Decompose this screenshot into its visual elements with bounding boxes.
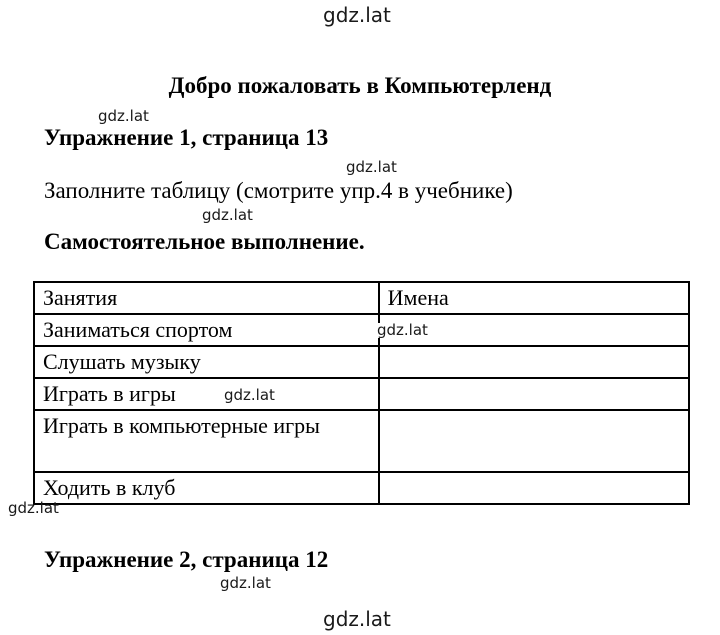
table-row (34, 378, 689, 410)
names-cell (379, 472, 689, 504)
header-activities: Занятия (34, 282, 379, 314)
names-cell (379, 410, 689, 472)
watermark-bottom: gdz.lat (323, 607, 391, 631)
table-row (34, 472, 689, 504)
watermark-after-exercise1: gdz.lat (346, 158, 397, 176)
watermark-top: gdz.lat (323, 3, 391, 27)
table-row (34, 410, 689, 472)
instruction-text: Заполните таблицу (смотрите упр.4 в учебнике) (44, 178, 513, 203)
watermark-under-table: gdz.lat (8, 499, 59, 517)
watermark-in-table-names: gdz.lat (377, 321, 428, 339)
activity-cell: Играть в компьютерные игры (34, 410, 379, 472)
table-row (34, 346, 689, 378)
activity-cell: Ходить в клуб (34, 472, 379, 504)
watermark-under-exercise2: gdz.lat (220, 574, 271, 592)
self-work-heading: Самостоятельное выполнение. (44, 229, 365, 254)
watermark-under-title: gdz.lat (98, 107, 149, 125)
activity-cell: Заниматься спортом (34, 314, 379, 346)
header-names: Имена (379, 282, 689, 314)
exercise2-heading: Упражнение 2, страница 12 (44, 547, 329, 572)
watermark-in-table-games: gdz.lat (224, 386, 275, 404)
watermark-after-instruction: gdz.lat (202, 206, 253, 224)
page-title: Добро пожаловать в Компьютерленд (168, 73, 552, 98)
activity-cell: Играть в игры (34, 378, 379, 410)
table-row (34, 314, 689, 346)
table-header-row (34, 282, 689, 314)
activities-table (33, 281, 690, 505)
names-cell (379, 346, 689, 378)
exercise1-heading: Упражнение 1, страница 13 (44, 125, 329, 150)
activity-cell: Слушать музыку (34, 346, 379, 378)
names-cell (379, 378, 689, 410)
